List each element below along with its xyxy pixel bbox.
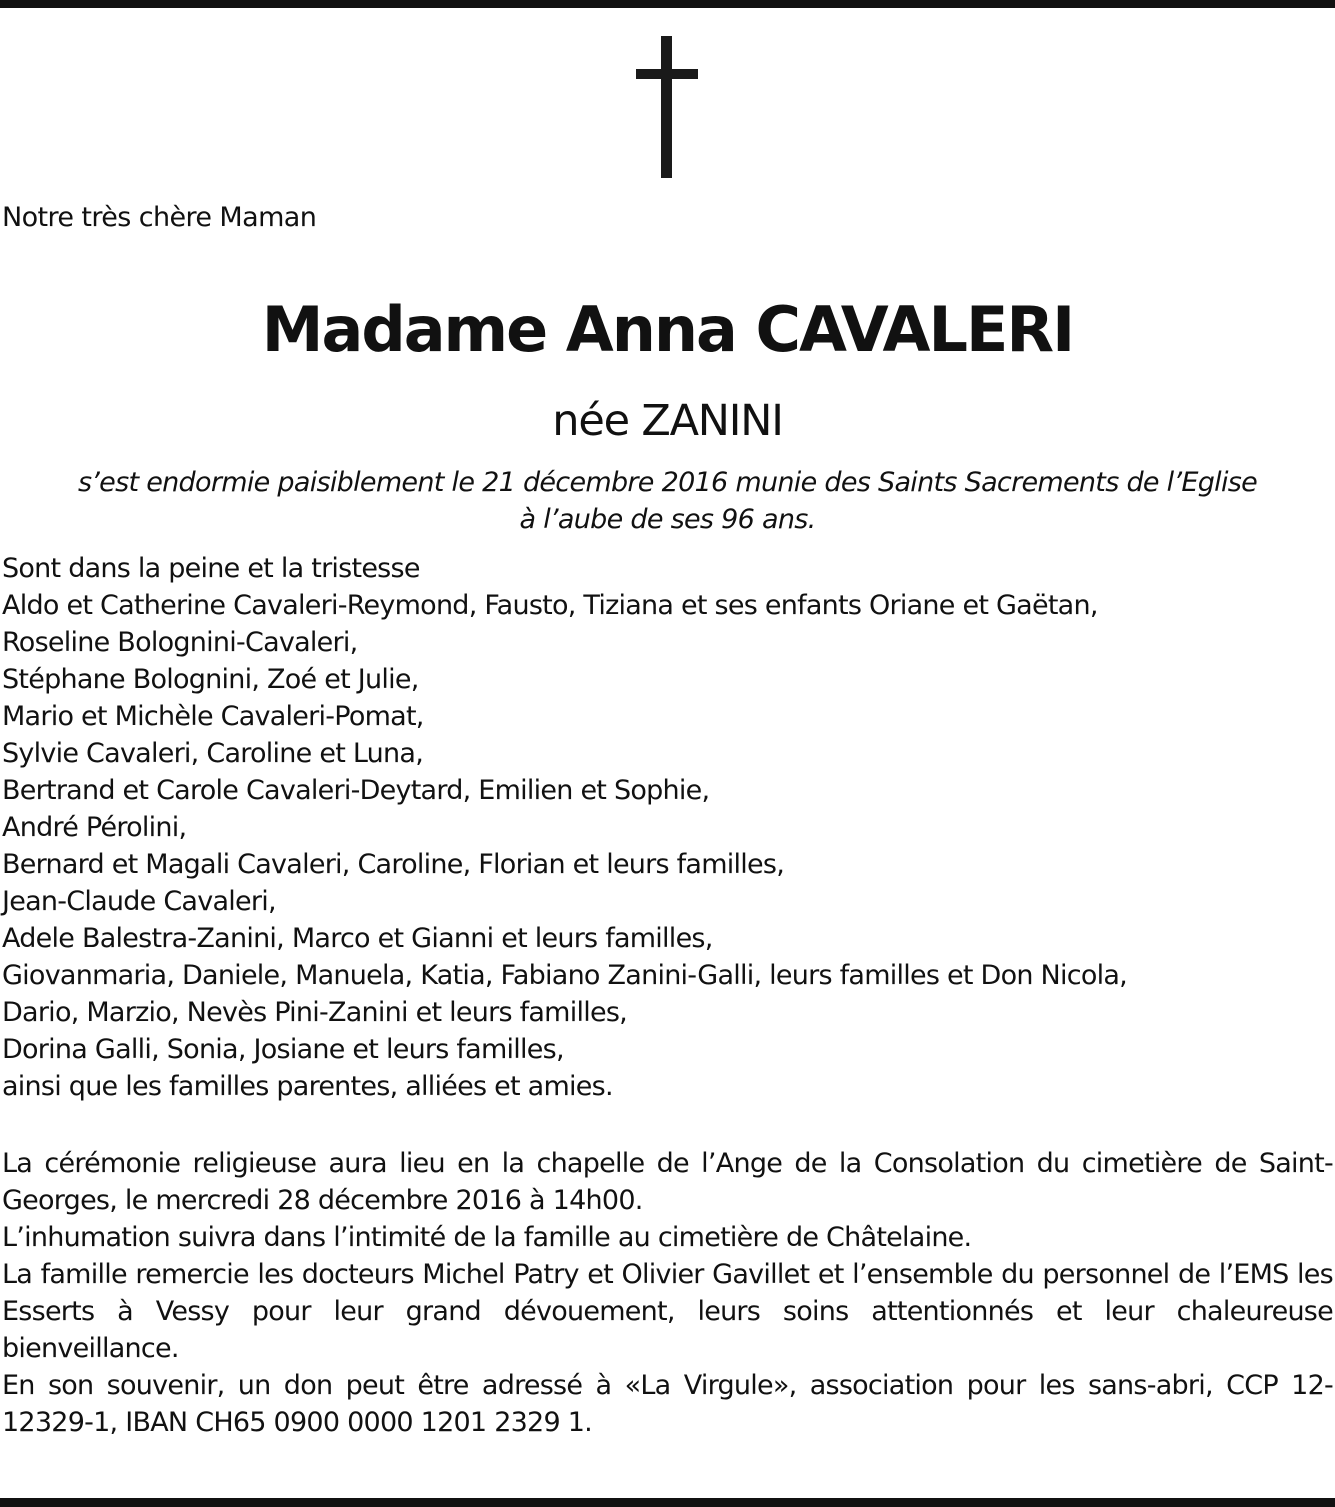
mourner-line: André Pérolini, bbox=[2, 812, 187, 843]
mourner-line: Dorina Galli, Sonia, Josiane et leurs familles, bbox=[2, 1034, 564, 1065]
top-rule bbox=[0, 0, 1335, 8]
mourner-line: Stéphane Bolognini, Zoé et Julie, bbox=[2, 664, 419, 695]
maiden-name: née ZANINI bbox=[552, 396, 783, 446]
mourner-line: Giovanmaria, Daniele, Manuela, Katia, Fabiano Zanini-Galli, leurs familles et Don Nicola, bbox=[2, 960, 1127, 991]
mourner-line: Sylvie Cavaleri, Caroline et Luna, bbox=[2, 738, 424, 769]
mourners-list bbox=[2, 550, 1332, 1105]
thanks-paragraph: La famille remercie les docteurs Michel Patry et Olivier Gavillet et l’ensemble du personnel de l’EMS les Esserts à Vessy pour leur grand dévouement, leurs soins attentionnés et leur chaleureuse bienveillance. bbox=[2, 1259, 1333, 1364]
mourner-line: Mario et Michèle Cavaleri-Pomat, bbox=[2, 701, 424, 732]
mourner-line: Jean-Claude Cavaleri, bbox=[2, 886, 276, 917]
mourner-line: Bertrand et Carole Cavaleri-Deytard, Emilien et Sophie, bbox=[2, 775, 710, 806]
passing-line: s’est endormie paisiblement le 21 décembre 2016 munie des Saints Sacrements de l’Eglise bbox=[77, 467, 1258, 498]
mourner-line: Bernard et Magali Cavaleri, Caroline, Florian et leurs familles, bbox=[2, 849, 785, 880]
deceased-name: Madame Anna CAVALERI bbox=[261, 293, 1074, 366]
mourner-line: Adele Balestra-Zanini, Marco et Gianni et leurs familles, bbox=[2, 923, 713, 954]
ceremony-paragraph: La cérémonie religieuse aura lieu en la chapelle de l’Ange de la Consolation du cimetière de Saint-Georges, le mercredi 28 décembre 2016 à 14h00. bbox=[2, 1148, 1333, 1216]
mourner-line: Roseline Bolognini-Cavaleri, bbox=[2, 627, 358, 658]
intro-text: Notre très chère Maman bbox=[2, 202, 317, 233]
passing-statement bbox=[0, 464, 1335, 538]
mourner-line: Dario, Marzio, Nevès Pini-Zanini et leurs familles, bbox=[2, 997, 627, 1028]
ceremony-details bbox=[2, 1145, 1333, 1441]
mourners-intro: Sont dans la peine et la tristesse bbox=[2, 553, 420, 584]
donation-paragraph: En son souvenir, un don peut être adressé à «La Virgule», association pour les sans-abri, CCP 12-12329-1, IBAN CH65 0900 0000 1201 2329 1. bbox=[2, 1370, 1333, 1438]
burial-paragraph: L’inhumation suivra dans l’intimité de la famille au cimetière de Châtelaine. bbox=[2, 1222, 972, 1253]
mourners-closing: ainsi que les familles parentes, alliées et amies. bbox=[2, 1071, 613, 1102]
bottom-rule bbox=[0, 1498, 1335, 1507]
passing-line: à l’aube de ses 96 ans. bbox=[519, 504, 816, 535]
cross-icon bbox=[636, 36, 698, 178]
mourner-line: Aldo et Catherine Cavaleri-Reymond, Fausto, Tiziana et ses enfants Oriane et Gaëtan, bbox=[2, 590, 1098, 621]
